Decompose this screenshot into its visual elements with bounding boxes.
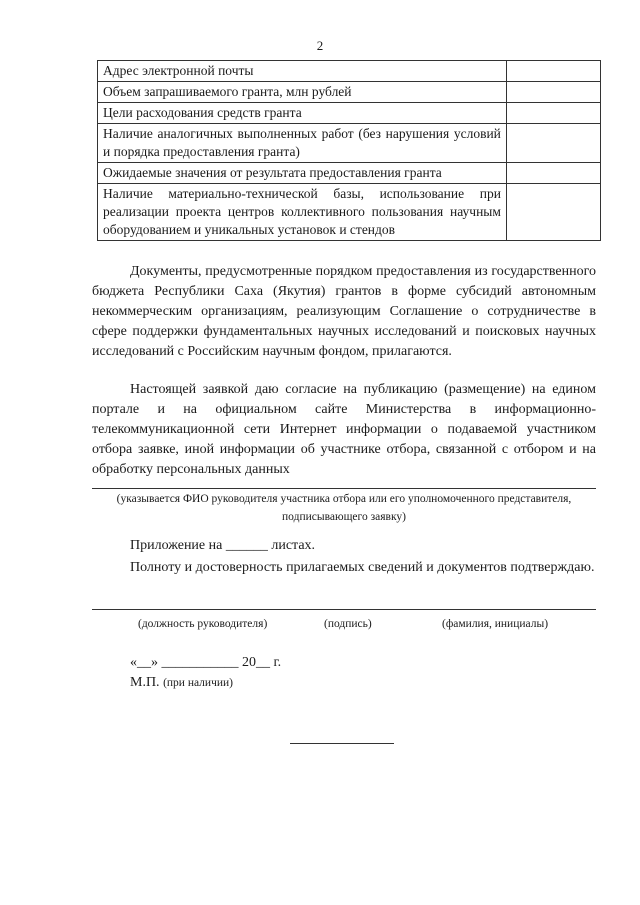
signature-line xyxy=(92,609,596,610)
table-row xyxy=(98,184,601,241)
name-label: (фамилия, инициалы) xyxy=(442,618,549,630)
application-table xyxy=(97,60,601,241)
end-rule xyxy=(290,743,394,744)
position-label: (должность руководителя) xyxy=(138,618,268,630)
table-cell-value xyxy=(506,82,600,103)
paragraph-documents: Документы, предусмотренные порядком предоставления из государственного бюджета Республики Саха (Якутия) грантов в форме субсидий автономным некоммерческим организациям, реализующим Соглашение о сотрудничестве в сфере поддержки фундаментальных научных исследований и поисковых научных исследований с Российским научным фондом, прилагаются. xyxy=(92,264,596,359)
table-row xyxy=(98,61,601,82)
table-cell-label: Цели расходования средств гранта xyxy=(98,103,507,124)
stamp-line xyxy=(130,673,233,693)
table-row xyxy=(98,163,601,184)
table-row xyxy=(98,103,601,124)
page-number: 2 xyxy=(316,38,324,53)
stamp-main: М.П. xyxy=(130,675,160,690)
table-row xyxy=(98,82,601,103)
table-cell-value xyxy=(506,124,600,163)
table-cell-value xyxy=(506,163,600,184)
stamp-note: (при наличии) xyxy=(163,677,234,689)
table-cell-label: Наличие материально-технической базы, использование при реализации проекта центров коллективного пользования научным оборудованием и уникальных установок и стендов xyxy=(98,184,507,241)
table-cell-label: Адрес электронной почты xyxy=(98,61,507,82)
table-cell-label: Ожидаемые значения от результата предоставления гранта xyxy=(98,163,507,184)
table-cell-value xyxy=(506,184,600,241)
table-row xyxy=(98,124,601,163)
table-cell-label: Наличие аналогичных выполненных работ (без нарушения условий и порядка предоставления гранта) xyxy=(98,124,507,163)
date-line: «__» ___________ 20__ г. xyxy=(130,655,282,670)
paragraph-consent: Настоящей заявкой даю согласие на публикацию (размещение) на едином портале и на официальном сайте Министерства в информационно-телекоммуникационной сети Интернет информации о подаваемой участником отбора заявке, иной информации об участнике отбора, связанной с отбором и на обработку персональных данных xyxy=(92,382,596,477)
attachment-line: Приложение на ______ листах. xyxy=(130,538,316,553)
table-cell-value xyxy=(506,61,600,82)
fio-line xyxy=(92,488,596,489)
signature-label: (подпись) xyxy=(324,618,372,630)
table-cell-value xyxy=(506,103,600,124)
paragraph-confirm: Полноту и достоверность прилагаемых сведений и документов подтверждаю. xyxy=(130,560,595,575)
fio-caption: (указывается ФИО руководителя участника отбора или его уполномоченного представителя, подписывающего заявку) xyxy=(116,493,572,523)
table-cell-label: Объем запрашиваемого гранта, млн рублей xyxy=(98,82,507,103)
